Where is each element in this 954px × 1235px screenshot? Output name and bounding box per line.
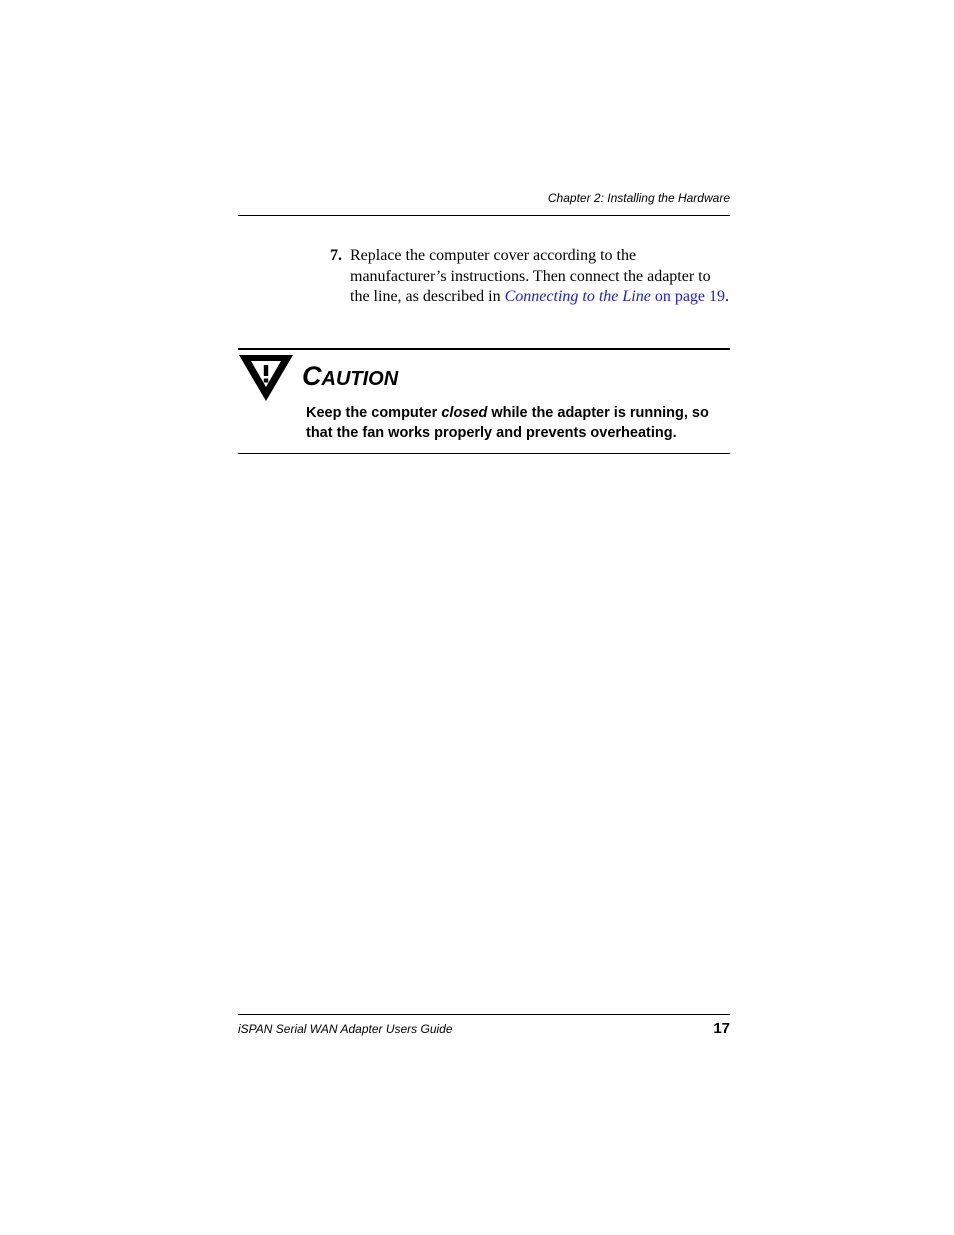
- step-number: 7.: [330, 247, 342, 264]
- caution-top-rule: [238, 348, 730, 350]
- step-text: [350, 246, 730, 308]
- link-title: Connecting to the Line: [504, 288, 651, 305]
- caution-text-emphasis: closed: [441, 405, 488, 421]
- caution-bottom-rule: [238, 453, 730, 454]
- caution-heading: [302, 361, 398, 392]
- caution-heading-cap: C: [302, 361, 322, 391]
- caution-text: [306, 403, 736, 443]
- footer-title: iSPAN Serial WAN Adapter Users Guide: [238, 1022, 453, 1036]
- cross-reference-link[interactable]: [505, 288, 725, 305]
- step-item: [330, 246, 730, 308]
- page-number: 17: [713, 1020, 730, 1037]
- footer-rule: [238, 1014, 730, 1015]
- caution-warning-icon: [238, 354, 294, 402]
- running-header: Chapter 2: Installing the Hardware: [547, 191, 730, 205]
- caution-heading-rest: AUTION: [321, 368, 399, 390]
- step-text-after: .: [725, 288, 730, 305]
- header-rule: [238, 215, 730, 216]
- link-page: on page 19: [650, 288, 726, 305]
- caution-text-after: while the adapter is running, so that the fan works properly and prevents overheating.: [306, 405, 709, 441]
- caution-text-before: Keep the computer: [306, 405, 442, 421]
- step-text-before: Replace the computer cover according to the manufacturer’s instructions. Then connect the adapter to the line, as described in: [350, 247, 711, 305]
